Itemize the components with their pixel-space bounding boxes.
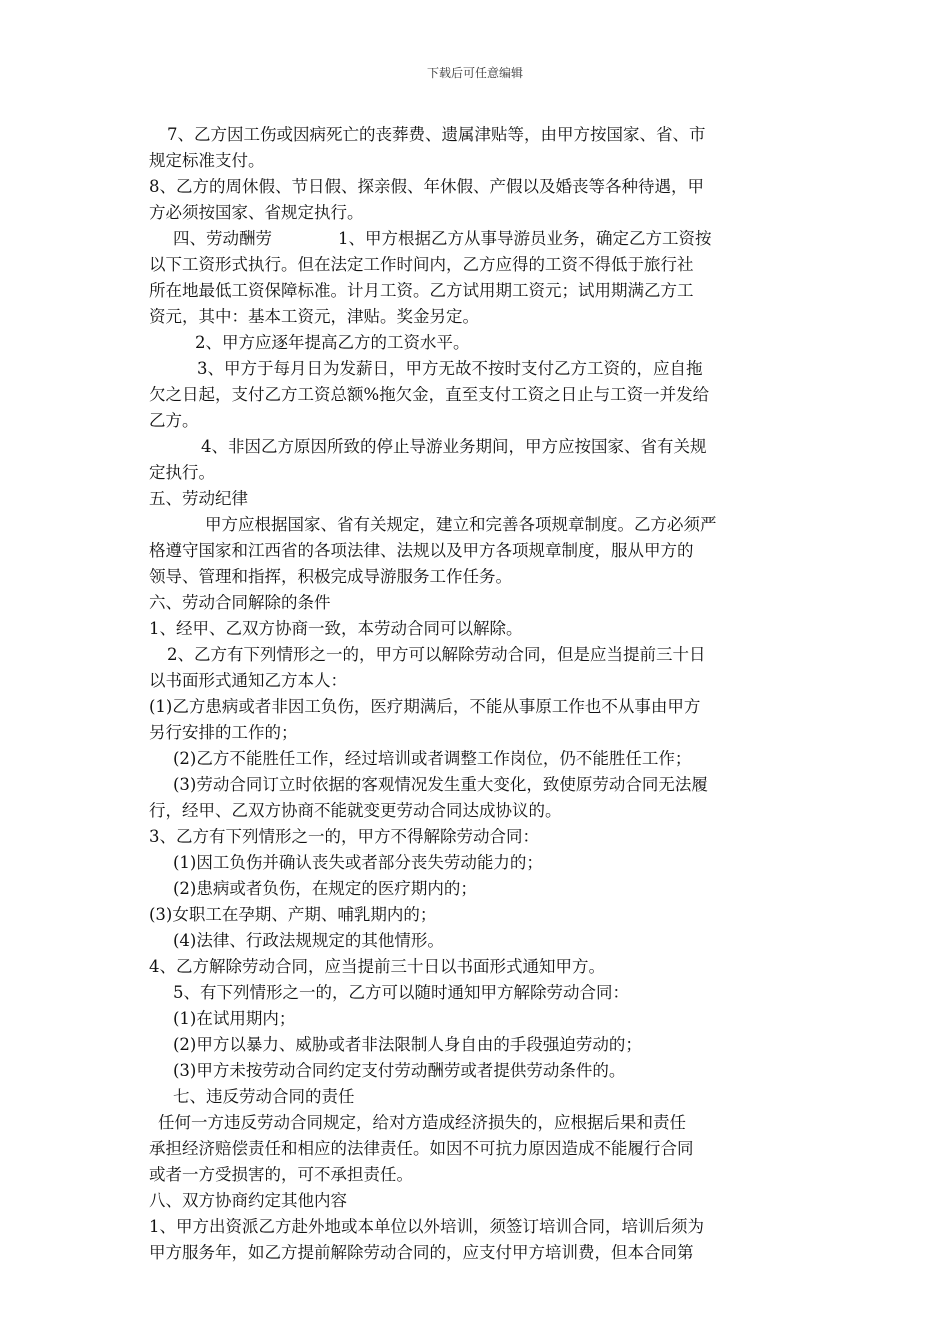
text-line: (1)乙方患病或者非因工负伤，医疗期满后，不能从事原工作也不从事由甲方 <box>149 697 701 716</box>
text-line: 方必须按国家、省规定执行。 <box>149 203 364 222</box>
document-body <box>149 122 804 1266</box>
text-line: (3)劳动合同订立时依据的客观情况发生重大变化，致使原劳动合同无法履 <box>173 775 708 794</box>
text-line: 4、乙方解除劳动合同，应当提前三十日以书面形式通知甲方。 <box>149 957 605 976</box>
text-line: 格遵守国家和江西省的各项法律、法规以及甲方各项规章制度，服从甲方的 <box>149 541 694 560</box>
text-line: (2)甲方以暴力、威胁或者非法限制人身自由的手段强迫劳动的； <box>173 1035 642 1054</box>
text-line: 五、劳动纪律 <box>149 489 248 508</box>
text-line: 六、劳动合同解除的条件 <box>149 593 331 612</box>
text-line: 定执行。 <box>149 463 215 482</box>
text-line: 1、经甲、乙双方协商一致，本劳动合同可以解除。 <box>149 619 523 638</box>
text-line: 4、非因乙方原因所致的停止导游业务期间，甲方应按国家、省有关规 <box>201 437 707 456</box>
text-line: 行，经甲、乙双方协商不能就变更劳动合同达成协议的。 <box>149 801 562 820</box>
text-line: 领导、管理和指挥，积极完成导游服务工作任务。 <box>149 567 512 586</box>
text-line: (4)法律、行政法规规定的其他情形。 <box>173 931 444 950</box>
text-line: (2)乙方不能胜任工作，经过培训或者调整工作岗位，仍不能胜任工作； <box>173 749 692 768</box>
text-line: 欠之日起，支付乙方工资总额%拖欠金，直至支付工资之日止与工资一并发给 <box>149 385 710 404</box>
text-line: 2、甲方应逐年提高乙方的工资水平。 <box>195 333 470 352</box>
text-line: 另行安排的工作的； <box>149 723 298 742</box>
text-line: 承担经济赔偿责任和相应的法律责任。如因不可抗力原因造成不能履行合同 <box>149 1139 694 1158</box>
text-line: 3、甲方于每月日为发薪日，甲方无故不按时支付乙方工资的，应自拖 <box>197 359 703 378</box>
text-line: 七、违反劳动合同的责任 <box>173 1087 355 1106</box>
text-line: 甲方服务年，如乙方提前解除劳动合同的，应支付甲方培训费，但本合同第 <box>149 1243 694 1262</box>
text-line: (2)患病或者负伤，在规定的医疗期内的； <box>173 879 477 898</box>
text-line: 以书面形式通知乙方本人： <box>149 671 347 690</box>
text-line: 5、有下列情形之一的，乙方可以随时通知甲方解除劳动合同： <box>173 983 629 1002</box>
text-line: (3)女职工在孕期、产期、哺乳期内的； <box>149 905 437 924</box>
text-line: (1)因工负伤并确认丧失或者部分丧失劳动能力的； <box>173 853 543 872</box>
text-line: 以下工资形式执行。但在法定工作时间内，乙方应得的工资不得低于旅行社 <box>149 255 694 274</box>
text-line: 任何一方违反劳动合同规定，给对方造成经济损失的，应根据后果和责任 <box>158 1113 686 1132</box>
text-line: (1)在试用期内； <box>173 1009 296 1028</box>
text-line: 甲方应根据国家、省有关规定，建立和完善各项规章制度。乙方必须严 <box>205 515 717 534</box>
page-header: 下载后可任意编辑 <box>426 66 523 80</box>
text-line: 资元，其中：基本工资元，津贴。奖金另定。 <box>149 307 479 326</box>
text-line: 1、甲方出资派乙方赴外地或本单位以外培训，须签订培训合同，培训后须为 <box>149 1217 704 1236</box>
text-line: 乙方。 <box>149 411 199 430</box>
text-line: 所在地最低工资保障标准。计月工资。乙方试用期工资元；试用期满乙方工 <box>149 281 694 300</box>
text-line: 八、双方协商约定其他内容 <box>149 1191 347 1210</box>
text-line: (3)甲方未按劳动合同约定支付劳动酬劳或者提供劳动条件的。 <box>173 1061 626 1080</box>
text-line: 8、乙方的周休假、节日假、探亲假、年休假、产假以及婚丧等各种待遇，甲 <box>149 177 704 196</box>
text-line: 或者一方受损害的，可不承担责任。 <box>149 1165 413 1184</box>
text-line: 7、乙方因工伤或因病死亡的丧葬费、遗属津贴等，由甲方按国家、省、市 <box>167 125 706 144</box>
text-line: 3、乙方有下列情形之一的，甲方不得解除劳动合同： <box>149 827 539 846</box>
text-line: 四、劳动酬劳 1、甲方根据乙方从事导游员业务，确定乙方工资按 <box>173 229 712 248</box>
text-line: 2、乙方有下列情形之一的，甲方可以解除劳动合同，但是应当提前三十日 <box>167 645 706 664</box>
text-line: 规定标准支付。 <box>149 151 265 170</box>
